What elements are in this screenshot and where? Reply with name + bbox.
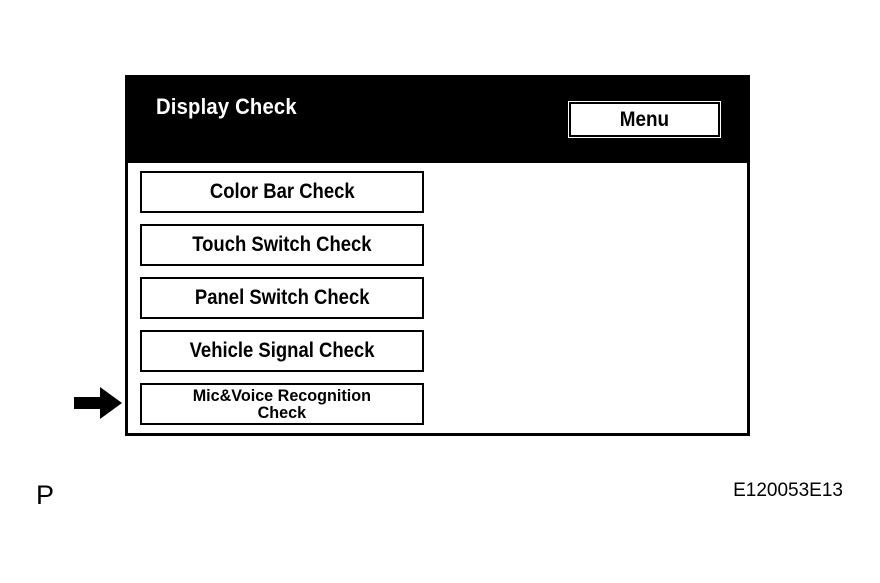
screen-title: Display Check [156, 94, 297, 119]
corner-label: P [36, 480, 55, 510]
screen-header [128, 78, 747, 163]
mic-voice-recognition-check-button[interactable] [140, 383, 424, 425]
mic-voice-label-line2: Check [257, 403, 307, 422]
figure-code: E120053E13 [733, 480, 843, 501]
right-arrow-icon [74, 387, 122, 419]
panel-switch-check-label: Panel Switch Check [194, 286, 370, 309]
color-bar-check-button[interactable] [140, 171, 424, 213]
touch-switch-check-button[interactable] [140, 224, 424, 266]
vehicle-signal-check-button[interactable] [140, 330, 424, 372]
vehicle-signal-check-label: Vehicle Signal Check [189, 339, 375, 362]
panel-switch-check-button[interactable] [140, 277, 424, 319]
touch-switch-check-label: Touch Switch Check [192, 233, 372, 256]
mic-voice-recognition-check-label [193, 387, 371, 421]
menu-button-label: Menu [619, 107, 670, 131]
menu-button[interactable] [569, 102, 720, 137]
color-bar-check-label: Color Bar Check [209, 180, 355, 203]
display-check-screen [125, 75, 750, 436]
mic-voice-label-line1: Mic&Voice Recognition [192, 386, 372, 405]
